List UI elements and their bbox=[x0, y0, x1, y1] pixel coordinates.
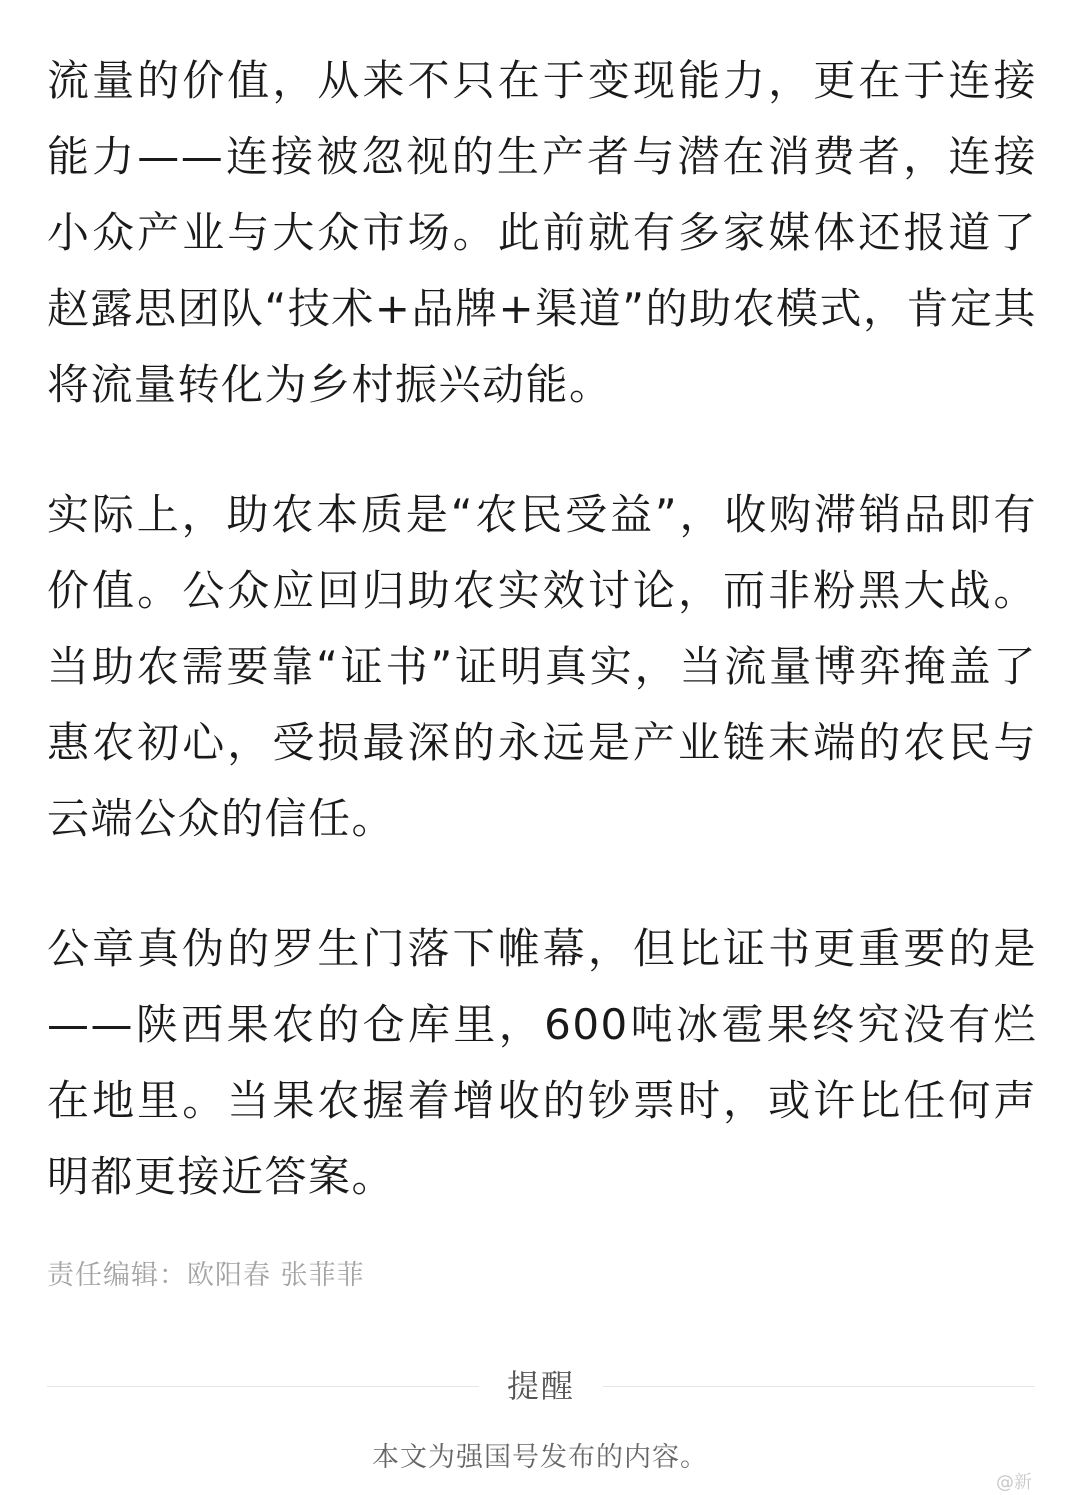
article-paragraph: 流量的价值，从来不只在于变现能力，更在于连接能力——连接被忽视的生产者与潜在消费者，连接小众产业与大众市场。此前就有多家媒体还报道了赵露思团队“技术+品牌+渠道”的助农模式，肯定其将流量转化为乡村振兴动能。 bbox=[47, 56, 1037, 409]
notice-title: 提醒 bbox=[507, 1367, 576, 1405]
editor-credit: 责任编辑：欧阳春 张菲菲 bbox=[47, 1260, 365, 1291]
notice-text: 本文为强国号发布的内容。 bbox=[372, 1442, 708, 1473]
article-paragraph: 实际上，助农本质是“农民受益”，收购滞销品即有价值。公众应回归助农实效讨论，而非粉黑大战。当助农需要靠“证书”证明真实，当流量博弈掩盖了惠农初心，受损最深的永远是产业链末端的农民与云端公众的信任。 bbox=[47, 490, 1037, 843]
divider-line-right bbox=[603, 1386, 1035, 1387]
divider-line-left bbox=[47, 1386, 479, 1387]
watermark: @新 bbox=[996, 1472, 1032, 1493]
article-body bbox=[47, 43, 1037, 1215]
notice-divider bbox=[47, 1363, 1035, 1409]
article-paragraph: 公章真伪的罗生门落下帷幕，但比证书更重要的是——陕西果农的仓库里，600吨冰雹果终究没有烂在地里。当果农握着增收的钞票时，或许比任何声明都更接近答案。 bbox=[47, 924, 1037, 1201]
